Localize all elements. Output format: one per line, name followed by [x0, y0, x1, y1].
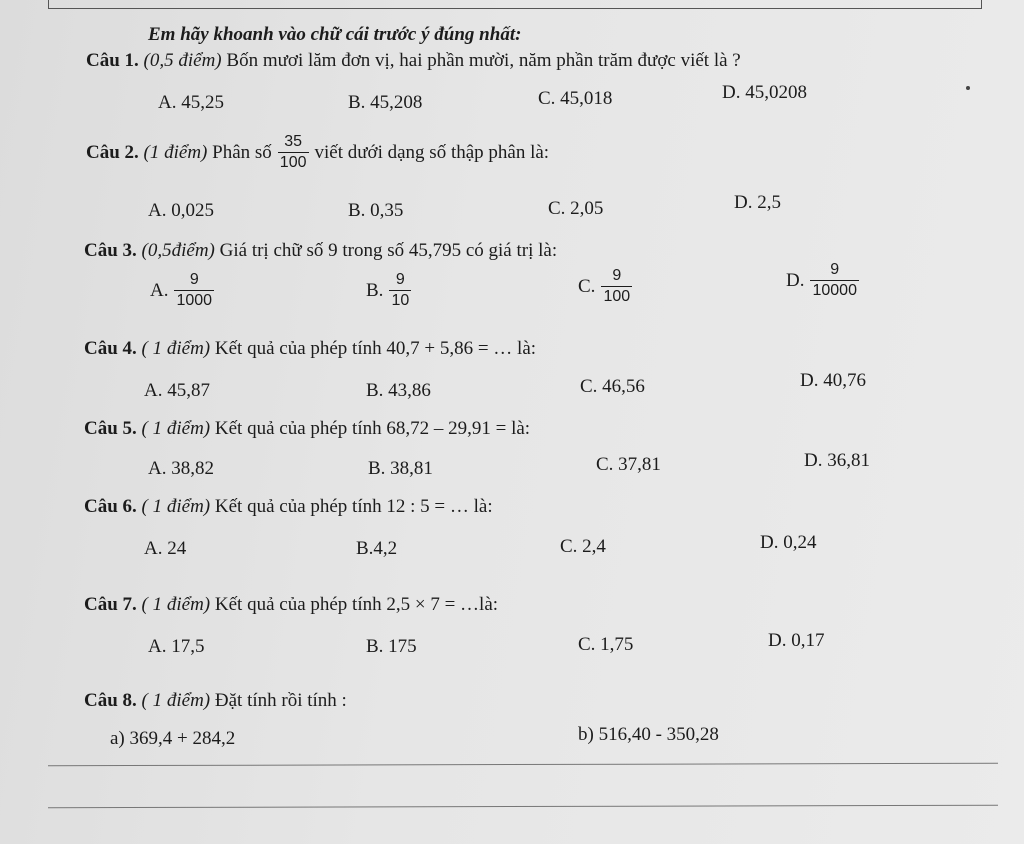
q3-option-a[interactable] — [150, 270, 220, 311]
question-text: Bốn mươi lăm đơn vị, hai phần mười, năm phần trăm được viết là ? — [226, 50, 741, 71]
question-label: Câu 2. — [86, 141, 139, 163]
question-text: Đặt tính rồi tính : — [214, 690, 347, 711]
question-text: Giá trị chữ số 9 trong số 45,795 có giá trị là: — [219, 240, 558, 261]
q6-option-d[interactable]: D. 0,24 — [760, 532, 817, 553]
question-points: (0,5điểm) — [141, 240, 215, 261]
q6-option-b[interactable]: B.4,2 — [356, 538, 398, 559]
q2-option-b[interactable]: B. 0,35 — [348, 200, 404, 221]
fraction-denominator: 10000 — [812, 282, 857, 299]
fraction — [810, 260, 859, 301]
fraction — [389, 270, 411, 311]
q4-option-b[interactable]: B. 43,86 — [366, 380, 431, 401]
question-5 — [84, 418, 530, 440]
fraction-denominator: 100 — [603, 288, 631, 305]
option-letter: D. — [786, 269, 805, 291]
q2-option-c[interactable]: C. 2,05 — [548, 198, 604, 219]
q6-option-c[interactable]: C. 2,4 — [560, 536, 606, 557]
q5-option-a[interactable]: A. 38,82 — [148, 458, 214, 479]
question-1 — [86, 50, 741, 72]
question-label: Câu 1. — [86, 50, 139, 71]
option-letter: B. — [366, 279, 384, 301]
question-text: Kết quả của phép tính 40,7 + 5,86 = … là: — [214, 338, 537, 359]
q5-option-c[interactable]: C. 37,81 — [596, 454, 661, 475]
question-points: ( 1 điểm) — [141, 690, 211, 711]
question-3 — [84, 240, 557, 262]
q3-option-b[interactable] — [366, 270, 417, 311]
q1-option-d[interactable]: D. 45,0208 — [722, 82, 807, 103]
fraction-numerator: 35 — [284, 133, 303, 150]
q5-option-d[interactable]: D. 36,81 — [804, 450, 870, 471]
q8-part-b: b) 516,40 - 350,28 — [578, 724, 719, 745]
q1-option-b[interactable]: B. 45,208 — [348, 92, 423, 113]
answer-line — [48, 805, 998, 808]
stray-dot — [966, 86, 970, 90]
q1-option-c[interactable]: C. 45,018 — [538, 88, 613, 109]
q7-option-c[interactable]: C. 1,75 — [578, 634, 634, 655]
question-points: (1 điểm) — [143, 141, 208, 163]
question-points: ( 1 điểm) — [141, 338, 211, 359]
fraction — [278, 132, 309, 173]
fraction-numerator: 9 — [612, 267, 622, 284]
q2-option-d[interactable]: D. 2,5 — [734, 192, 781, 213]
question-text: viết dưới dạng số thập phân là: — [314, 141, 550, 163]
question-points: ( 1 điểm) — [141, 594, 211, 615]
question-7 — [84, 594, 498, 616]
q4-option-a[interactable]: A. 45,87 — [144, 380, 210, 401]
question-text: Phân số — [212, 141, 272, 163]
q1-option-a[interactable]: A. 45,25 — [158, 92, 224, 113]
q7-option-d[interactable]: D. 0,17 — [768, 630, 825, 651]
q5-option-b[interactable]: B. 38,81 — [368, 458, 433, 479]
option-letter: A. — [150, 279, 169, 301]
q8-part-a: a) 369,4 + 284,2 — [110, 728, 236, 749]
q3-option-d[interactable] — [786, 260, 865, 301]
question-points: ( 1 điểm) — [141, 418, 211, 439]
instruction: Em hãy khoanh vào chữ cái trước ý đúng nhất: — [148, 24, 522, 45]
answer-line — [48, 763, 998, 766]
question-6 — [84, 496, 493, 518]
question-text: Kết quả của phép tính 2,5 × 7 = …là: — [214, 594, 499, 615]
question-text: Kết quả của phép tính 12 : 5 = … là: — [214, 496, 493, 517]
fraction-numerator: 9 — [830, 261, 840, 278]
q2-option-a[interactable]: A. 0,025 — [148, 200, 214, 221]
q7-option-b[interactable]: B. 175 — [366, 636, 417, 657]
fraction-numerator: 9 — [189, 271, 199, 288]
fraction-denominator: 100 — [279, 154, 307, 171]
q7-option-a[interactable]: A. 17,5 — [148, 636, 205, 657]
q3-option-c[interactable] — [578, 266, 638, 307]
question-label: Câu 5. — [84, 418, 137, 439]
fraction — [174, 270, 214, 311]
q4-option-d[interactable]: D. 40,76 — [800, 370, 866, 391]
fraction-numerator: 9 — [395, 271, 405, 288]
question-2 — [86, 132, 549, 173]
question-label: Câu 3. — [84, 240, 137, 261]
q6-option-a[interactable]: A. 24 — [144, 538, 187, 559]
fraction-denominator: 10 — [391, 292, 410, 309]
question-points: ( 1 điểm) — [141, 496, 211, 517]
header-box — [48, 0, 982, 9]
question-label: Câu 7. — [84, 594, 137, 615]
question-points: (0,5 điểm) — [143, 50, 222, 71]
question-4 — [84, 338, 536, 360]
question-label: Câu 6. — [84, 496, 137, 517]
question-label: Câu 4. — [84, 338, 137, 359]
question-label: Câu 8. — [84, 690, 137, 711]
option-letter: C. — [578, 275, 596, 297]
fraction — [601, 266, 632, 307]
fraction-denominator: 1000 — [176, 292, 213, 309]
question-text: Kết quả của phép tính 68,72 – 29,91 = là: — [214, 418, 531, 439]
q4-option-c[interactable]: C. 46,56 — [580, 376, 645, 397]
question-8 — [84, 690, 347, 712]
